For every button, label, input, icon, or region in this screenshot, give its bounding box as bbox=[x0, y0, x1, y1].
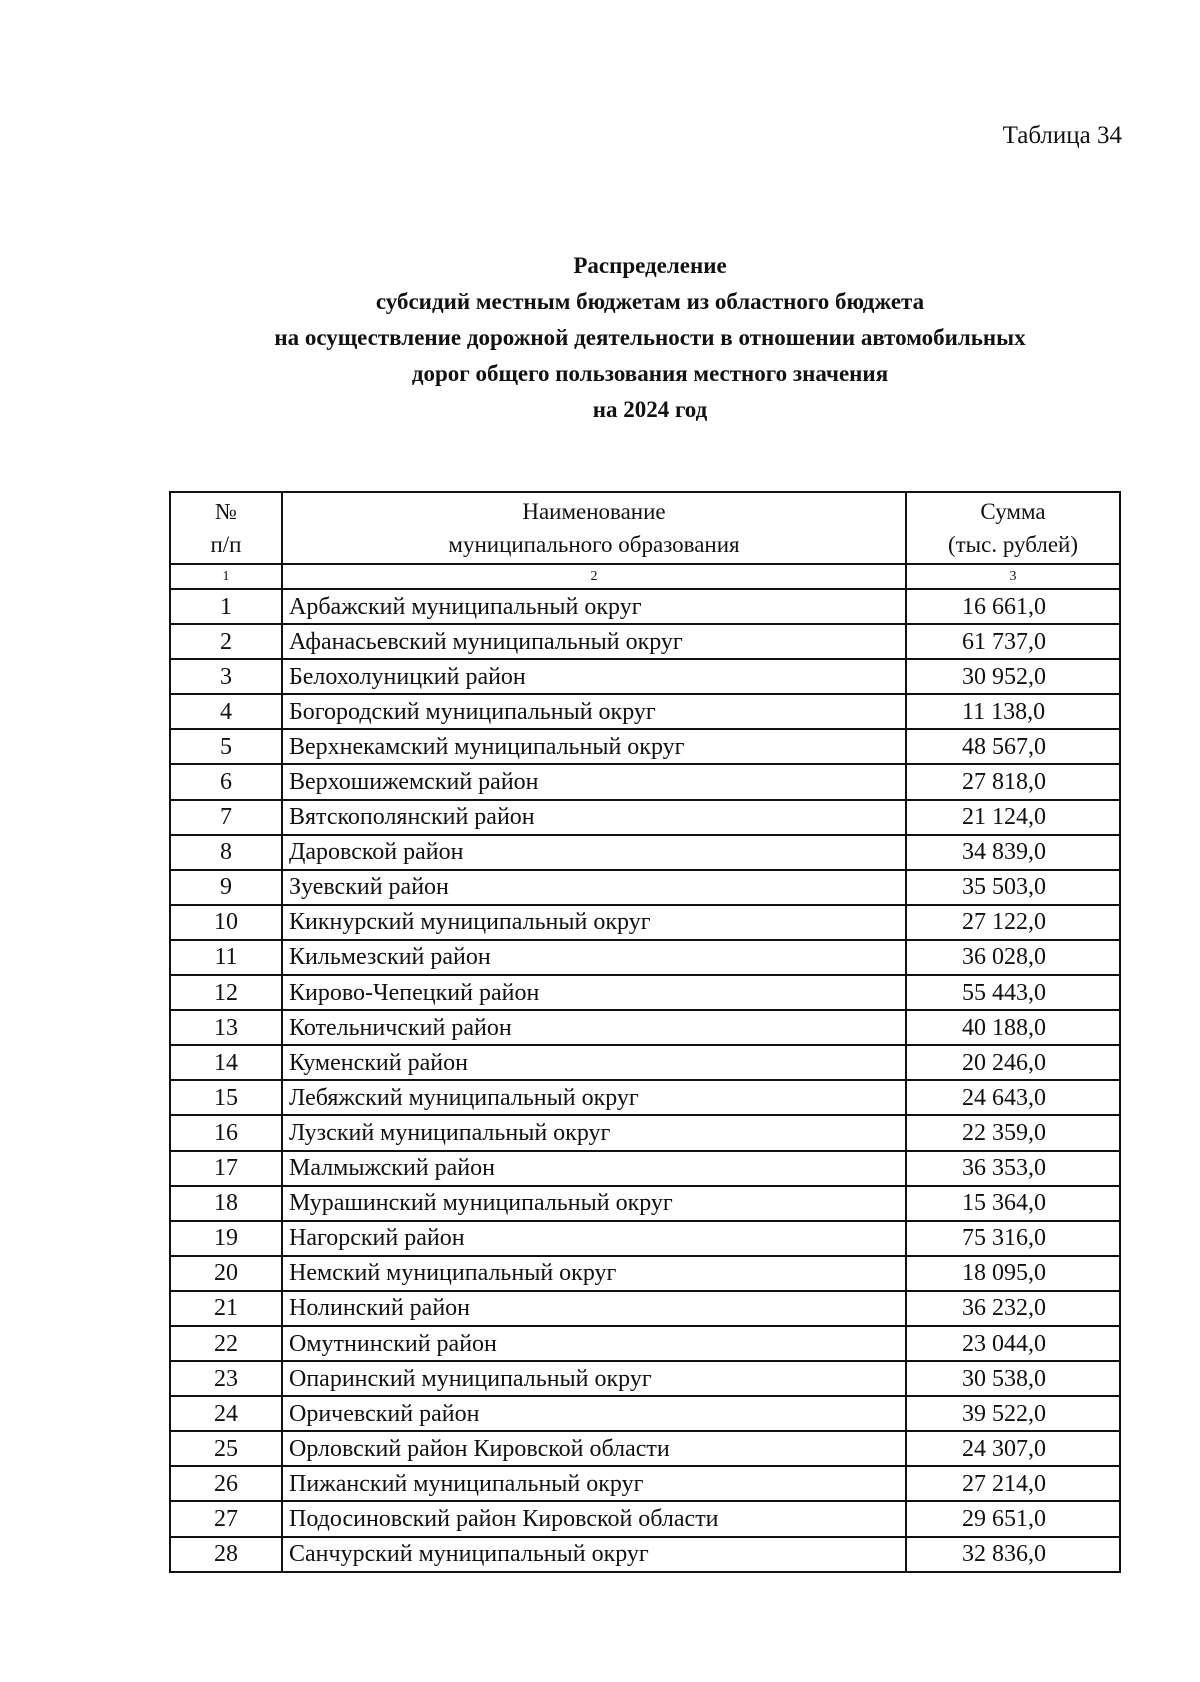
table-row bbox=[170, 1291, 1120, 1326]
heading-line-3: на осуществление дорожной деятельности в отношении автомобильных bbox=[274, 325, 1026, 350]
row-amount: 40 188,0 bbox=[906, 1010, 1120, 1045]
table-row bbox=[170, 1466, 1120, 1501]
row-municipality-name: Кильмезский район bbox=[282, 940, 906, 975]
row-municipality-name: Малмыжский район bbox=[282, 1151, 906, 1186]
column-index-2: 2 bbox=[282, 564, 906, 589]
row-number: 17 bbox=[170, 1151, 282, 1186]
row-municipality-name: Мурашинский муниципальный округ bbox=[282, 1186, 906, 1221]
row-number: 9 bbox=[170, 870, 282, 905]
row-number: 20 bbox=[170, 1256, 282, 1291]
row-municipality-name: Лузский муниципальный округ bbox=[282, 1115, 906, 1150]
row-municipality-name: Нолинский район bbox=[282, 1291, 906, 1326]
table-row bbox=[170, 1186, 1120, 1221]
column-index-3: 3 bbox=[906, 564, 1120, 589]
row-amount: 30 538,0 bbox=[906, 1361, 1120, 1396]
row-number: 21 bbox=[170, 1291, 282, 1326]
row-municipality-name: Вятскополянский район bbox=[282, 800, 906, 835]
row-number: 8 bbox=[170, 835, 282, 870]
row-municipality-name: Верхошижемский район bbox=[282, 764, 906, 799]
row-amount: 39 522,0 bbox=[906, 1396, 1120, 1431]
row-number: 15 bbox=[170, 1080, 282, 1115]
row-municipality-name: Омутнинский район bbox=[282, 1326, 906, 1361]
row-amount: 20 246,0 bbox=[906, 1045, 1120, 1080]
row-amount: 55 443,0 bbox=[906, 975, 1120, 1010]
header-name-line-1: Наименование bbox=[522, 499, 666, 524]
table-row bbox=[170, 624, 1120, 659]
row-municipality-name: Афанасьевский муниципальный округ bbox=[282, 624, 906, 659]
row-number: 23 bbox=[170, 1361, 282, 1396]
row-amount: 48 567,0 bbox=[906, 729, 1120, 764]
row-amount: 16 661,0 bbox=[906, 589, 1120, 624]
row-amount: 27 122,0 bbox=[906, 905, 1120, 940]
row-municipality-name: Пижанский муниципальный округ bbox=[282, 1466, 906, 1501]
row-amount: 24 643,0 bbox=[906, 1080, 1120, 1115]
column-index-row bbox=[170, 564, 1120, 589]
row-number: 12 bbox=[170, 975, 282, 1010]
row-municipality-name: Санчурский муниципальный округ bbox=[282, 1537, 906, 1572]
row-municipality-name: Подосиновский район Кировской области bbox=[282, 1501, 906, 1536]
header-number-line-1: № bbox=[215, 499, 237, 524]
table-row bbox=[170, 1045, 1120, 1080]
table-row bbox=[170, 1151, 1120, 1186]
row-number: 16 bbox=[170, 1115, 282, 1150]
row-number: 3 bbox=[170, 659, 282, 694]
row-amount: 23 044,0 bbox=[906, 1326, 1120, 1361]
row-amount: 30 952,0 bbox=[906, 659, 1120, 694]
row-amount: 24 307,0 bbox=[906, 1431, 1120, 1466]
table-row bbox=[170, 1326, 1120, 1361]
row-amount: 11 138,0 bbox=[906, 694, 1120, 729]
row-amount: 22 359,0 bbox=[906, 1115, 1120, 1150]
table-row bbox=[170, 764, 1120, 799]
row-amount: 18 095,0 bbox=[906, 1256, 1120, 1291]
table-row bbox=[170, 905, 1120, 940]
row-amount: 75 316,0 bbox=[906, 1221, 1120, 1256]
header-number-line-2: п/п bbox=[210, 532, 242, 557]
row-amount: 36 353,0 bbox=[906, 1151, 1120, 1186]
row-number: 1 bbox=[170, 589, 282, 624]
row-amount: 15 364,0 bbox=[906, 1186, 1120, 1221]
document-heading bbox=[150, 248, 1150, 428]
header-name bbox=[282, 492, 906, 564]
row-amount: 21 124,0 bbox=[906, 800, 1120, 835]
table-row bbox=[170, 1115, 1120, 1150]
table-header-row bbox=[170, 492, 1120, 564]
table-row bbox=[170, 1431, 1120, 1466]
row-number: 4 bbox=[170, 694, 282, 729]
table-row bbox=[170, 1080, 1120, 1115]
row-municipality-name: Немский муниципальный округ bbox=[282, 1256, 906, 1291]
row-number: 22 bbox=[170, 1326, 282, 1361]
row-municipality-name: Орловский район Кировской области bbox=[282, 1431, 906, 1466]
row-amount: 27 818,0 bbox=[906, 764, 1120, 799]
header-sum bbox=[906, 492, 1120, 564]
header-name-line-2: муниципального образования bbox=[448, 532, 740, 557]
table-row bbox=[170, 589, 1120, 624]
row-number: 24 bbox=[170, 1396, 282, 1431]
row-number: 25 bbox=[170, 1431, 282, 1466]
heading-line-2: субсидий местным бюджетам из областного бюджета bbox=[375, 289, 925, 314]
row-municipality-name: Зуевский район bbox=[282, 870, 906, 905]
table-row bbox=[170, 1221, 1120, 1256]
table-number-label: Таблица 34 bbox=[1002, 122, 1122, 149]
table-row bbox=[170, 1501, 1120, 1536]
row-municipality-name: Белохолуницкий район bbox=[282, 659, 906, 694]
row-amount: 61 737,0 bbox=[906, 624, 1120, 659]
row-municipality-name: Оричевский район bbox=[282, 1396, 906, 1431]
table-row bbox=[170, 659, 1120, 694]
table-row bbox=[170, 729, 1120, 764]
row-municipality-name: Богородский муниципальный округ bbox=[282, 694, 906, 729]
row-number: 19 bbox=[170, 1221, 282, 1256]
row-municipality-name: Верхнекамский муниципальный округ bbox=[282, 729, 906, 764]
heading-line-1: Распределение bbox=[573, 253, 727, 278]
row-number: 6 bbox=[170, 764, 282, 799]
row-number: 11 bbox=[170, 940, 282, 975]
row-amount: 27 214,0 bbox=[906, 1466, 1120, 1501]
table-row bbox=[170, 1256, 1120, 1291]
table-row bbox=[170, 870, 1120, 905]
row-amount: 34 839,0 bbox=[906, 835, 1120, 870]
row-municipality-name: Опаринский муниципальный округ bbox=[282, 1361, 906, 1396]
heading-line-4: дорог общего пользования местного значения bbox=[411, 361, 889, 386]
table-body bbox=[170, 492, 1120, 1572]
row-number: 28 bbox=[170, 1537, 282, 1572]
row-number: 10 bbox=[170, 905, 282, 940]
row-number: 7 bbox=[170, 800, 282, 835]
row-amount: 36 028,0 bbox=[906, 940, 1120, 975]
row-number: 18 bbox=[170, 1186, 282, 1221]
row-amount: 29 651,0 bbox=[906, 1501, 1120, 1536]
row-number: 27 bbox=[170, 1501, 282, 1536]
row-municipality-name: Кикнурский муниципальный округ bbox=[282, 905, 906, 940]
column-index-1: 1 bbox=[170, 564, 282, 589]
row-municipality-name: Кирово-Чепецкий район bbox=[282, 975, 906, 1010]
header-sum-line-2: (тыс. рублей) bbox=[947, 532, 1079, 557]
row-municipality-name: Нагорский район bbox=[282, 1221, 906, 1256]
row-number: 14 bbox=[170, 1045, 282, 1080]
table-row bbox=[170, 694, 1120, 729]
row-municipality-name: Куменский район bbox=[282, 1045, 906, 1080]
table-row bbox=[170, 835, 1120, 870]
subsidy-distribution-table bbox=[169, 491, 1121, 1573]
row-municipality-name: Лебяжский муниципальный округ bbox=[282, 1080, 906, 1115]
row-amount: 35 503,0 bbox=[906, 870, 1120, 905]
table-row bbox=[170, 1010, 1120, 1045]
row-amount: 32 836,0 bbox=[906, 1537, 1120, 1572]
table-row bbox=[170, 1396, 1120, 1431]
heading-line-5: на 2024 год bbox=[592, 397, 708, 422]
row-number: 26 bbox=[170, 1466, 282, 1501]
table-row bbox=[170, 975, 1120, 1010]
row-number: 13 bbox=[170, 1010, 282, 1045]
row-number: 5 bbox=[170, 729, 282, 764]
header-sum-line-1: Сумма bbox=[980, 499, 1046, 524]
table-row bbox=[170, 1361, 1120, 1396]
table-row bbox=[170, 1537, 1120, 1572]
row-number: 2 bbox=[170, 624, 282, 659]
table-row bbox=[170, 800, 1120, 835]
row-amount: 36 232,0 bbox=[906, 1291, 1120, 1326]
header-number bbox=[170, 492, 282, 564]
row-municipality-name: Даровской район bbox=[282, 835, 906, 870]
table-row bbox=[170, 940, 1120, 975]
row-municipality-name: Арбажский муниципальный округ bbox=[282, 589, 906, 624]
row-municipality-name: Котельничский район bbox=[282, 1010, 906, 1045]
